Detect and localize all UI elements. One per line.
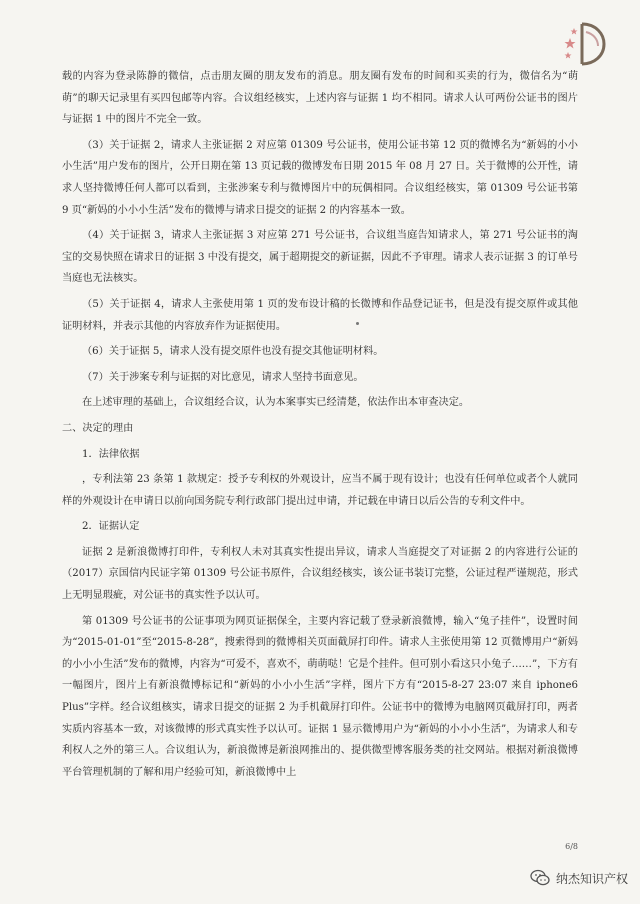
wechat-icon [530, 868, 550, 888]
paragraph-comparison: （7）关于涉案专利与证据的对比意见，请求人坚持书面意见。 [82, 371, 364, 383]
paragraph-conclusion: 在上述审理的基础上，合议组经合议，认为本案事实已经清楚，依法作出本审查决定。 [82, 397, 470, 409]
page-number: 6/8 [565, 842, 578, 851]
section-heading-reasons: 二、决定的理由 [62, 422, 134, 434]
court-emblem-icon [560, 18, 610, 68]
subheading-legal-basis: 1．法律依据 [82, 448, 140, 460]
watermark [530, 868, 628, 888]
paragraph-evidence-3: （4）关于证据 3，请求人主张证据 3 对应第 271 号公证书，合议组当庭告知请求人，第 271 号公证书的淘宝的交易快照在请求日的证据 3 中没有提交，属于超期提交的新证据，因此不予审理。请求人表示证据 3 的订单号当庭也无法核实。 [62, 230, 578, 285]
paragraph-patent-law: ，专利法第 23 条第 1 款规定：授予专利权的外观设计，应当不属于现有设计；也没有任何单位或者个人就同样的外观设计在申请日以前向国务院专利行政部门提出过申请，并记载在申请日以后公告的专利文件中。 [62, 474, 578, 507]
subheading-evidence-finding: 2．证据认定 [82, 521, 140, 533]
watermark-text: 纳杰知识产权 [555, 871, 628, 886]
paragraph-evidence-2: （3）关于证据 2，请求人主张证据 2 对应第 01309 号公证书，使用公证书第 12 页的微博名为“新妈的小小小生活”用户发布的图片，公开日期在第 13 页记载的微博发布日期 2015 年 08 月 27 日。关于微博的公开性，请求人坚持微博任何人都可以看到，主张涉案专利与微博图片中的玩偶相同。合议组经核实，第 01309 号公证书第 9 页“新妈的小小小生活”发布的微博与请求日提交的证据 2 的内容基本一致。 [62, 139, 578, 216]
scan-speck [356, 322, 359, 325]
paragraph-notarial-certificate: 第 01309 号公证书的公证事项为网页证据保全，主要内容记载了登录新浪微博，输入“兔子挂件”，设置时间为“2015-01-01”至“2015-8-28”，搜索得到的微博相关页面截屏打印件。请求人主张使用第 12 页微博用户“新妈的小小小生活”发布的微博，内容为“可爱不，喜欢不，萌萌哒！它是个挂件。但可别小看这只小兔子……”，下方有一幅图片，图片上有新浪微博标记和“新妈的小小小生活”字样，图片下方有“2015-8-27 23:07 来自 iphone6 Plus”字样。经合议组核实，请求日提交的证据 2 为手机截屏打印件。公证书中的微博为电脑网页截屏打印，两者实质内容基本一致，对该微博的形式真实性予以认可。证据 1 显示微博用户为“新妈的小小小生活”，为请求人和专利权人之外的第三人。合议组认为，新浪微博是新浪网推出的、提供微型博客服务类的社交网站。根据对新浪微博平台管理机制的了解和用户经验可知，新浪微博中上 [62, 615, 578, 778]
paragraph-evidence-4: （5）关于证据 4，请求人主张使用第 1 页的发布设计稿的长微博和作品登记证书，但是没有提交原件或其他证明材料，并表示其他的内容放弃作为证据使用。 [62, 298, 578, 332]
paragraph-continued: 载的内容为登录陈静的微信，点击朋友圈的朋友发布的消息。朋友圈有发布的时间和买卖的行为，微信名为“萌萌”的聊天记录里有买四包邮等内容。合议组经核实，上述内容与证据 1 均不相同。请求人认可两份公证书的图片与证据 1 中的图片不完全一致。 [62, 71, 578, 126]
document-body [62, 66, 578, 787]
paragraph-evidence-2-finding: 证据 2 是新浪微博打印件，专利权人未对其真实性提出异议，请求人当庭提交了对证据 2 的内容进行公证的（2017）京国信内民证字第 01309 号公证书原件，合议组经核实，该公证书装订完整，公证过程严谨规范，形式上无明显瑕疵，对公证书的真实性予以认可。 [62, 546, 578, 602]
paragraph-evidence-5: （6）关于证据 5，请求人没有提交原件也没有提交其他证明材料。 [82, 346, 384, 358]
